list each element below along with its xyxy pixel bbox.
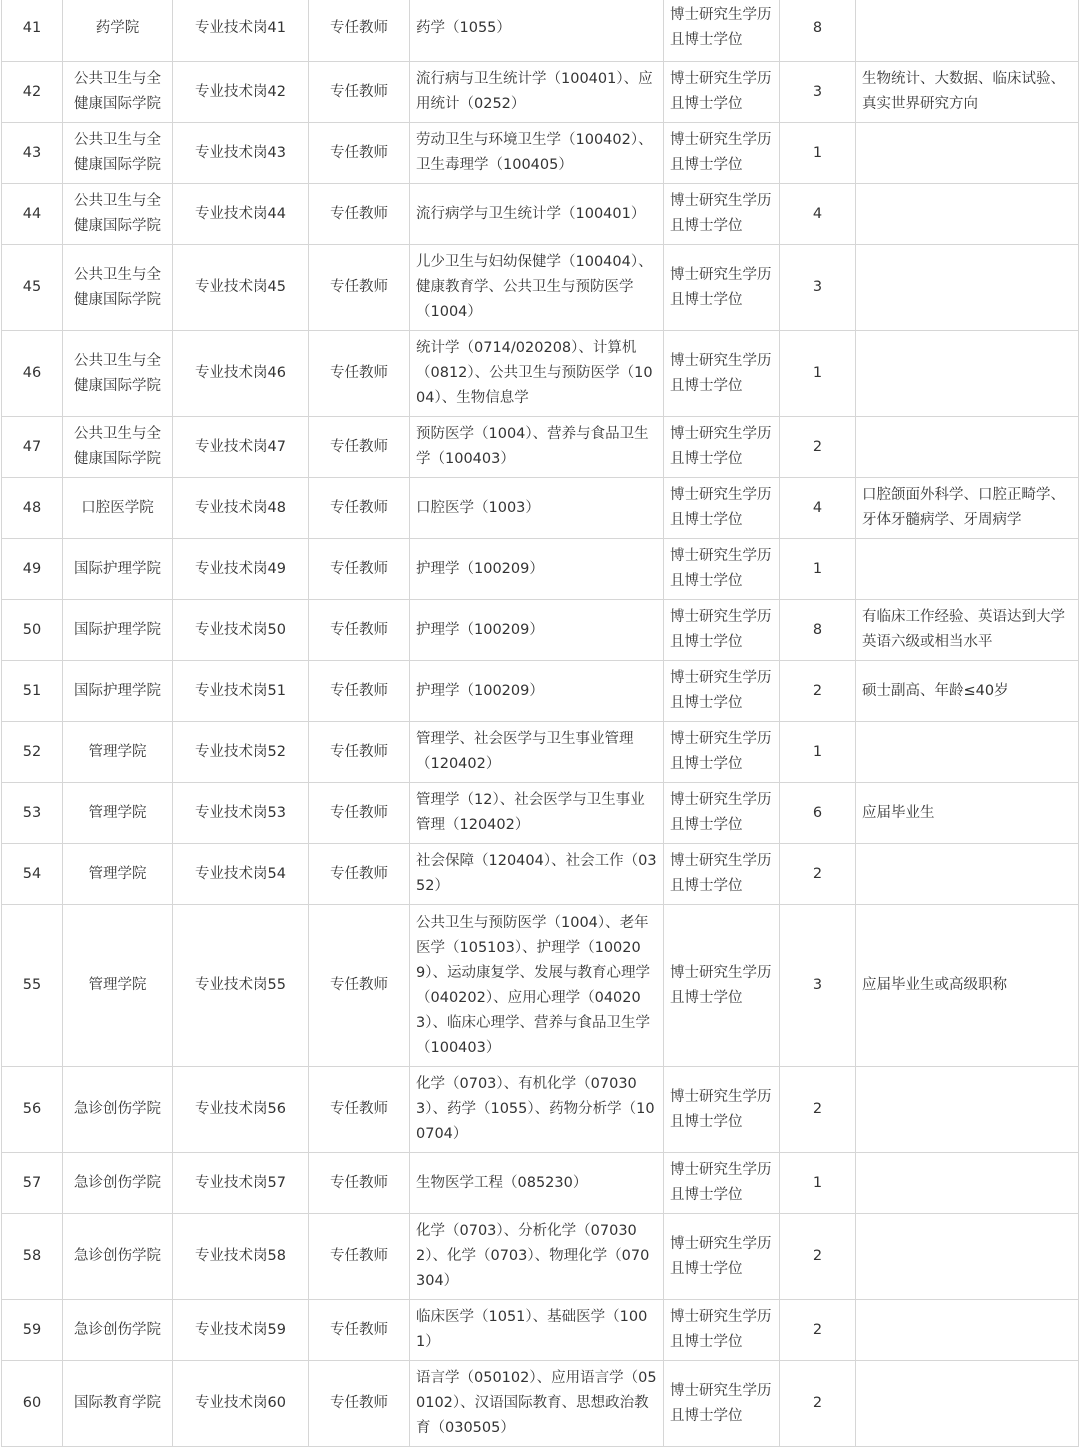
cell-number: 57 [2,1153,63,1214]
cell-category: 专任教师 [309,123,410,184]
table-row [2,417,1079,478]
cell-number: 44 [2,184,63,245]
cell-other-requirements [856,539,1079,600]
cell-count: 2 [780,1300,856,1361]
cell-post: 专业技术岗43 [173,123,309,184]
cell-category: 专任教师 [309,0,410,62]
cell-unit: 急诊创伤学院 [63,1153,173,1214]
cell-category: 专任教师 [309,600,410,661]
cell-unit: 公共卫生与全健康国际学院 [63,62,173,123]
table-row [2,331,1079,417]
cell-other-requirements: 有临床工作经验、英语达到大学英语六级或相当水平 [856,600,1079,661]
cell-other-requirements [856,1300,1079,1361]
cell-post: 专业技术岗57 [173,1153,309,1214]
cell-category: 专任教师 [309,184,410,245]
table-row [2,478,1079,539]
cell-major: 管理学（12）、社会医学与卫生事业管理（120402） [410,783,664,844]
cell-post: 专业技术岗58 [173,1214,309,1300]
cell-other-requirements: 生物统计、大数据、临床试验、真实世界研究方向 [856,62,1079,123]
cell-number: 54 [2,844,63,905]
cell-other-requirements [856,1214,1079,1300]
cell-post: 专业技术岗51 [173,661,309,722]
cell-degree: 博士研究生学历且博士学位 [664,783,780,844]
cell-post: 专业技术岗42 [173,62,309,123]
cell-other-requirements [856,1067,1079,1153]
cell-count: 4 [780,478,856,539]
table-row [2,905,1079,1067]
cell-other-requirements [856,331,1079,417]
cell-count: 1 [780,331,856,417]
table-row [2,62,1079,123]
table-row [2,783,1079,844]
table-row [2,600,1079,661]
cell-post: 专业技术岗59 [173,1300,309,1361]
cell-unit: 急诊创伤学院 [63,1067,173,1153]
cell-major: 统计学（0714/020208）、计算机（0812）、公共卫生与预防医学（1004）、生物信息学 [410,331,664,417]
cell-degree: 博士研究生学历且博士学位 [664,417,780,478]
cell-degree: 博士研究生学历且博士学位 [664,245,780,331]
cell-unit: 急诊创伤学院 [63,1214,173,1300]
cell-degree: 博士研究生学历且博士学位 [664,661,780,722]
cell-post: 专业技术岗56 [173,1067,309,1153]
cell-count: 3 [780,905,856,1067]
cell-other-requirements [856,417,1079,478]
cell-category: 专任教师 [309,478,410,539]
table-row [2,1300,1079,1361]
cell-number: 43 [2,123,63,184]
cell-major: 语言学（050102）、应用语言学（050102）、汉语国际教育、思想政治教育（030505） [410,1361,664,1447]
cell-degree: 博士研究生学历且博士学位 [664,600,780,661]
cell-other-requirements: 硕士副高、年龄≤40岁 [856,661,1079,722]
cell-post: 专业技术岗45 [173,245,309,331]
cell-count: 3 [780,62,856,123]
cell-unit: 公共卫生与全健康国际学院 [63,123,173,184]
cell-post: 专业技术岗53 [173,783,309,844]
cell-other-requirements: 应届毕业生或高级职称 [856,905,1079,1067]
cell-post: 专业技术岗60 [173,1361,309,1447]
cell-number: 46 [2,331,63,417]
cell-other-requirements [856,0,1079,62]
table-row [2,1153,1079,1214]
cell-post: 专业技术岗47 [173,417,309,478]
cell-unit: 公共卫生与全健康国际学院 [63,245,173,331]
cell-unit: 急诊创伤学院 [63,1300,173,1361]
cell-category: 专任教师 [309,1214,410,1300]
cell-degree: 博士研究生学历且博士学位 [664,331,780,417]
cell-number: 52 [2,722,63,783]
cell-category: 专任教师 [309,62,410,123]
cell-degree: 博士研究生学历且博士学位 [664,1153,780,1214]
cell-post: 专业技术岗44 [173,184,309,245]
table-row [2,539,1079,600]
cell-major: 化学（0703）、分析化学（070302）、化学（0703）、物理化学（070304） [410,1214,664,1300]
cell-major: 社会保障（120404）、社会工作（0352） [410,844,664,905]
cell-count: 2 [780,1067,856,1153]
cell-category: 专任教师 [309,417,410,478]
cell-unit: 管理学院 [63,905,173,1067]
cell-other-requirements [856,844,1079,905]
cell-major: 口腔医学（1003） [410,478,664,539]
cell-degree: 博士研究生学历且博士学位 [664,0,780,62]
table-row [2,184,1079,245]
cell-count: 6 [780,783,856,844]
cell-degree: 博士研究生学历且博士学位 [664,62,780,123]
cell-number: 47 [2,417,63,478]
cell-degree: 博士研究生学历且博士学位 [664,1300,780,1361]
cell-degree: 博士研究生学历且博士学位 [664,1361,780,1447]
cell-unit: 国际护理学院 [63,600,173,661]
cell-count: 2 [780,1214,856,1300]
table-row [2,0,1079,62]
cell-number: 53 [2,783,63,844]
cell-other-requirements [856,1153,1079,1214]
cell-count: 2 [780,661,856,722]
cell-number: 50 [2,600,63,661]
cell-degree: 博士研究生学历且博士学位 [664,184,780,245]
cell-other-requirements [856,184,1079,245]
cell-major: 护理学（100209） [410,539,664,600]
cell-category: 专任教师 [309,783,410,844]
cell-count: 1 [780,1153,856,1214]
cell-category: 专任教师 [309,905,410,1067]
cell-count: 3 [780,245,856,331]
cell-post: 专业技术岗52 [173,722,309,783]
cell-unit: 管理学院 [63,844,173,905]
cell-major: 公共卫生与预防医学（1004）、老年医学（105103）、护理学（100209）、运动康复学、发展与教育心理学（040202）、应用心理学（040203）、临床心理学、营养与食品卫生学（100403） [410,905,664,1067]
cell-post: 专业技术岗49 [173,539,309,600]
cell-number: 56 [2,1067,63,1153]
cell-count: 1 [780,123,856,184]
cell-major: 管理学、社会医学与卫生事业管理（120402） [410,722,664,783]
cell-post: 专业技术岗48 [173,478,309,539]
cell-major: 预防医学（1004）、营养与食品卫生学（100403） [410,417,664,478]
cell-major: 劳动卫生与环境卫生学（100402）、卫生毒理学（100405） [410,123,664,184]
cell-major: 临床医学（1051）、基础医学（1001） [410,1300,664,1361]
cell-category: 专任教师 [309,1067,410,1153]
table-row [2,245,1079,331]
cell-number: 49 [2,539,63,600]
table-row [2,661,1079,722]
cell-count: 2 [780,417,856,478]
cell-other-requirements [856,245,1079,331]
cell-degree: 博士研究生学历且博士学位 [664,539,780,600]
cell-major: 药学（1055） [410,0,664,62]
cell-degree: 博士研究生学历且博士学位 [664,478,780,539]
cell-degree: 博士研究生学历且博士学位 [664,123,780,184]
cell-count: 8 [780,0,856,62]
cell-number: 59 [2,1300,63,1361]
cell-major: 化学（0703）、有机化学（070303）、药学（1055）、药物分析学（100704） [410,1067,664,1153]
cell-post: 专业技术岗54 [173,844,309,905]
cell-post: 专业技术岗46 [173,331,309,417]
cell-number: 41 [2,0,63,62]
cell-unit: 管理学院 [63,783,173,844]
cell-other-requirements: 口腔颌面外科学、口腔正畸学、牙体牙髓病学、牙周病学 [856,478,1079,539]
cell-category: 专任教师 [309,539,410,600]
cell-unit: 口腔医学院 [63,478,173,539]
cell-major: 护理学（100209） [410,600,664,661]
cell-post: 专业技术岗55 [173,905,309,1067]
cell-degree: 博士研究生学历且博士学位 [664,1067,780,1153]
cell-major: 流行病与卫生统计学（100401）、应用统计（0252） [410,62,664,123]
cell-major: 生物医学工程（085230） [410,1153,664,1214]
cell-other-requirements: 应届毕业生 [856,783,1079,844]
cell-unit: 管理学院 [63,722,173,783]
recruitment-table [1,0,1079,1447]
cell-number: 48 [2,478,63,539]
cell-unit: 公共卫生与全健康国际学院 [63,184,173,245]
cell-number: 55 [2,905,63,1067]
cell-unit: 国际护理学院 [63,539,173,600]
cell-major: 护理学（100209） [410,661,664,722]
cell-other-requirements [856,722,1079,783]
cell-degree: 博士研究生学历且博士学位 [664,722,780,783]
cell-category: 专任教师 [309,722,410,783]
table-row [2,1361,1079,1447]
table-row [2,722,1079,783]
cell-category: 专任教师 [309,1153,410,1214]
cell-major: 儿少卫生与妇幼保健学（100404）、健康教育学、公共卫生与预防医学（1004） [410,245,664,331]
cell-other-requirements [856,1361,1079,1447]
cell-unit: 公共卫生与全健康国际学院 [63,417,173,478]
cell-category: 专任教师 [309,1361,410,1447]
cell-major: 流行病学与卫生统计学（100401） [410,184,664,245]
cell-count: 1 [780,722,856,783]
table-row [2,1214,1079,1300]
cell-number: 60 [2,1361,63,1447]
cell-unit: 药学院 [63,0,173,62]
cell-post: 专业技术岗41 [173,0,309,62]
cell-category: 专任教师 [309,331,410,417]
cell-number: 51 [2,661,63,722]
cell-count: 4 [780,184,856,245]
cell-number: 45 [2,245,63,331]
cell-other-requirements [856,123,1079,184]
cell-category: 专任教师 [309,844,410,905]
cell-category: 专任教师 [309,245,410,331]
table-row [2,1067,1079,1153]
cell-degree: 博士研究生学历且博士学位 [664,905,780,1067]
cell-degree: 博士研究生学历且博士学位 [664,1214,780,1300]
table-body [2,0,1079,1447]
cell-post: 专业技术岗50 [173,600,309,661]
cell-unit: 国际教育学院 [63,1361,173,1447]
cell-count: 1 [780,539,856,600]
cell-category: 专任教师 [309,1300,410,1361]
cell-number: 58 [2,1214,63,1300]
cell-count: 2 [780,844,856,905]
cell-unit: 国际护理学院 [63,661,173,722]
cell-count: 2 [780,1361,856,1447]
cell-number: 42 [2,62,63,123]
cell-unit: 公共卫生与全健康国际学院 [63,331,173,417]
table-row [2,123,1079,184]
cell-count: 8 [780,600,856,661]
cell-degree: 博士研究生学历且博士学位 [664,844,780,905]
table-row [2,844,1079,905]
cell-category: 专任教师 [309,661,410,722]
